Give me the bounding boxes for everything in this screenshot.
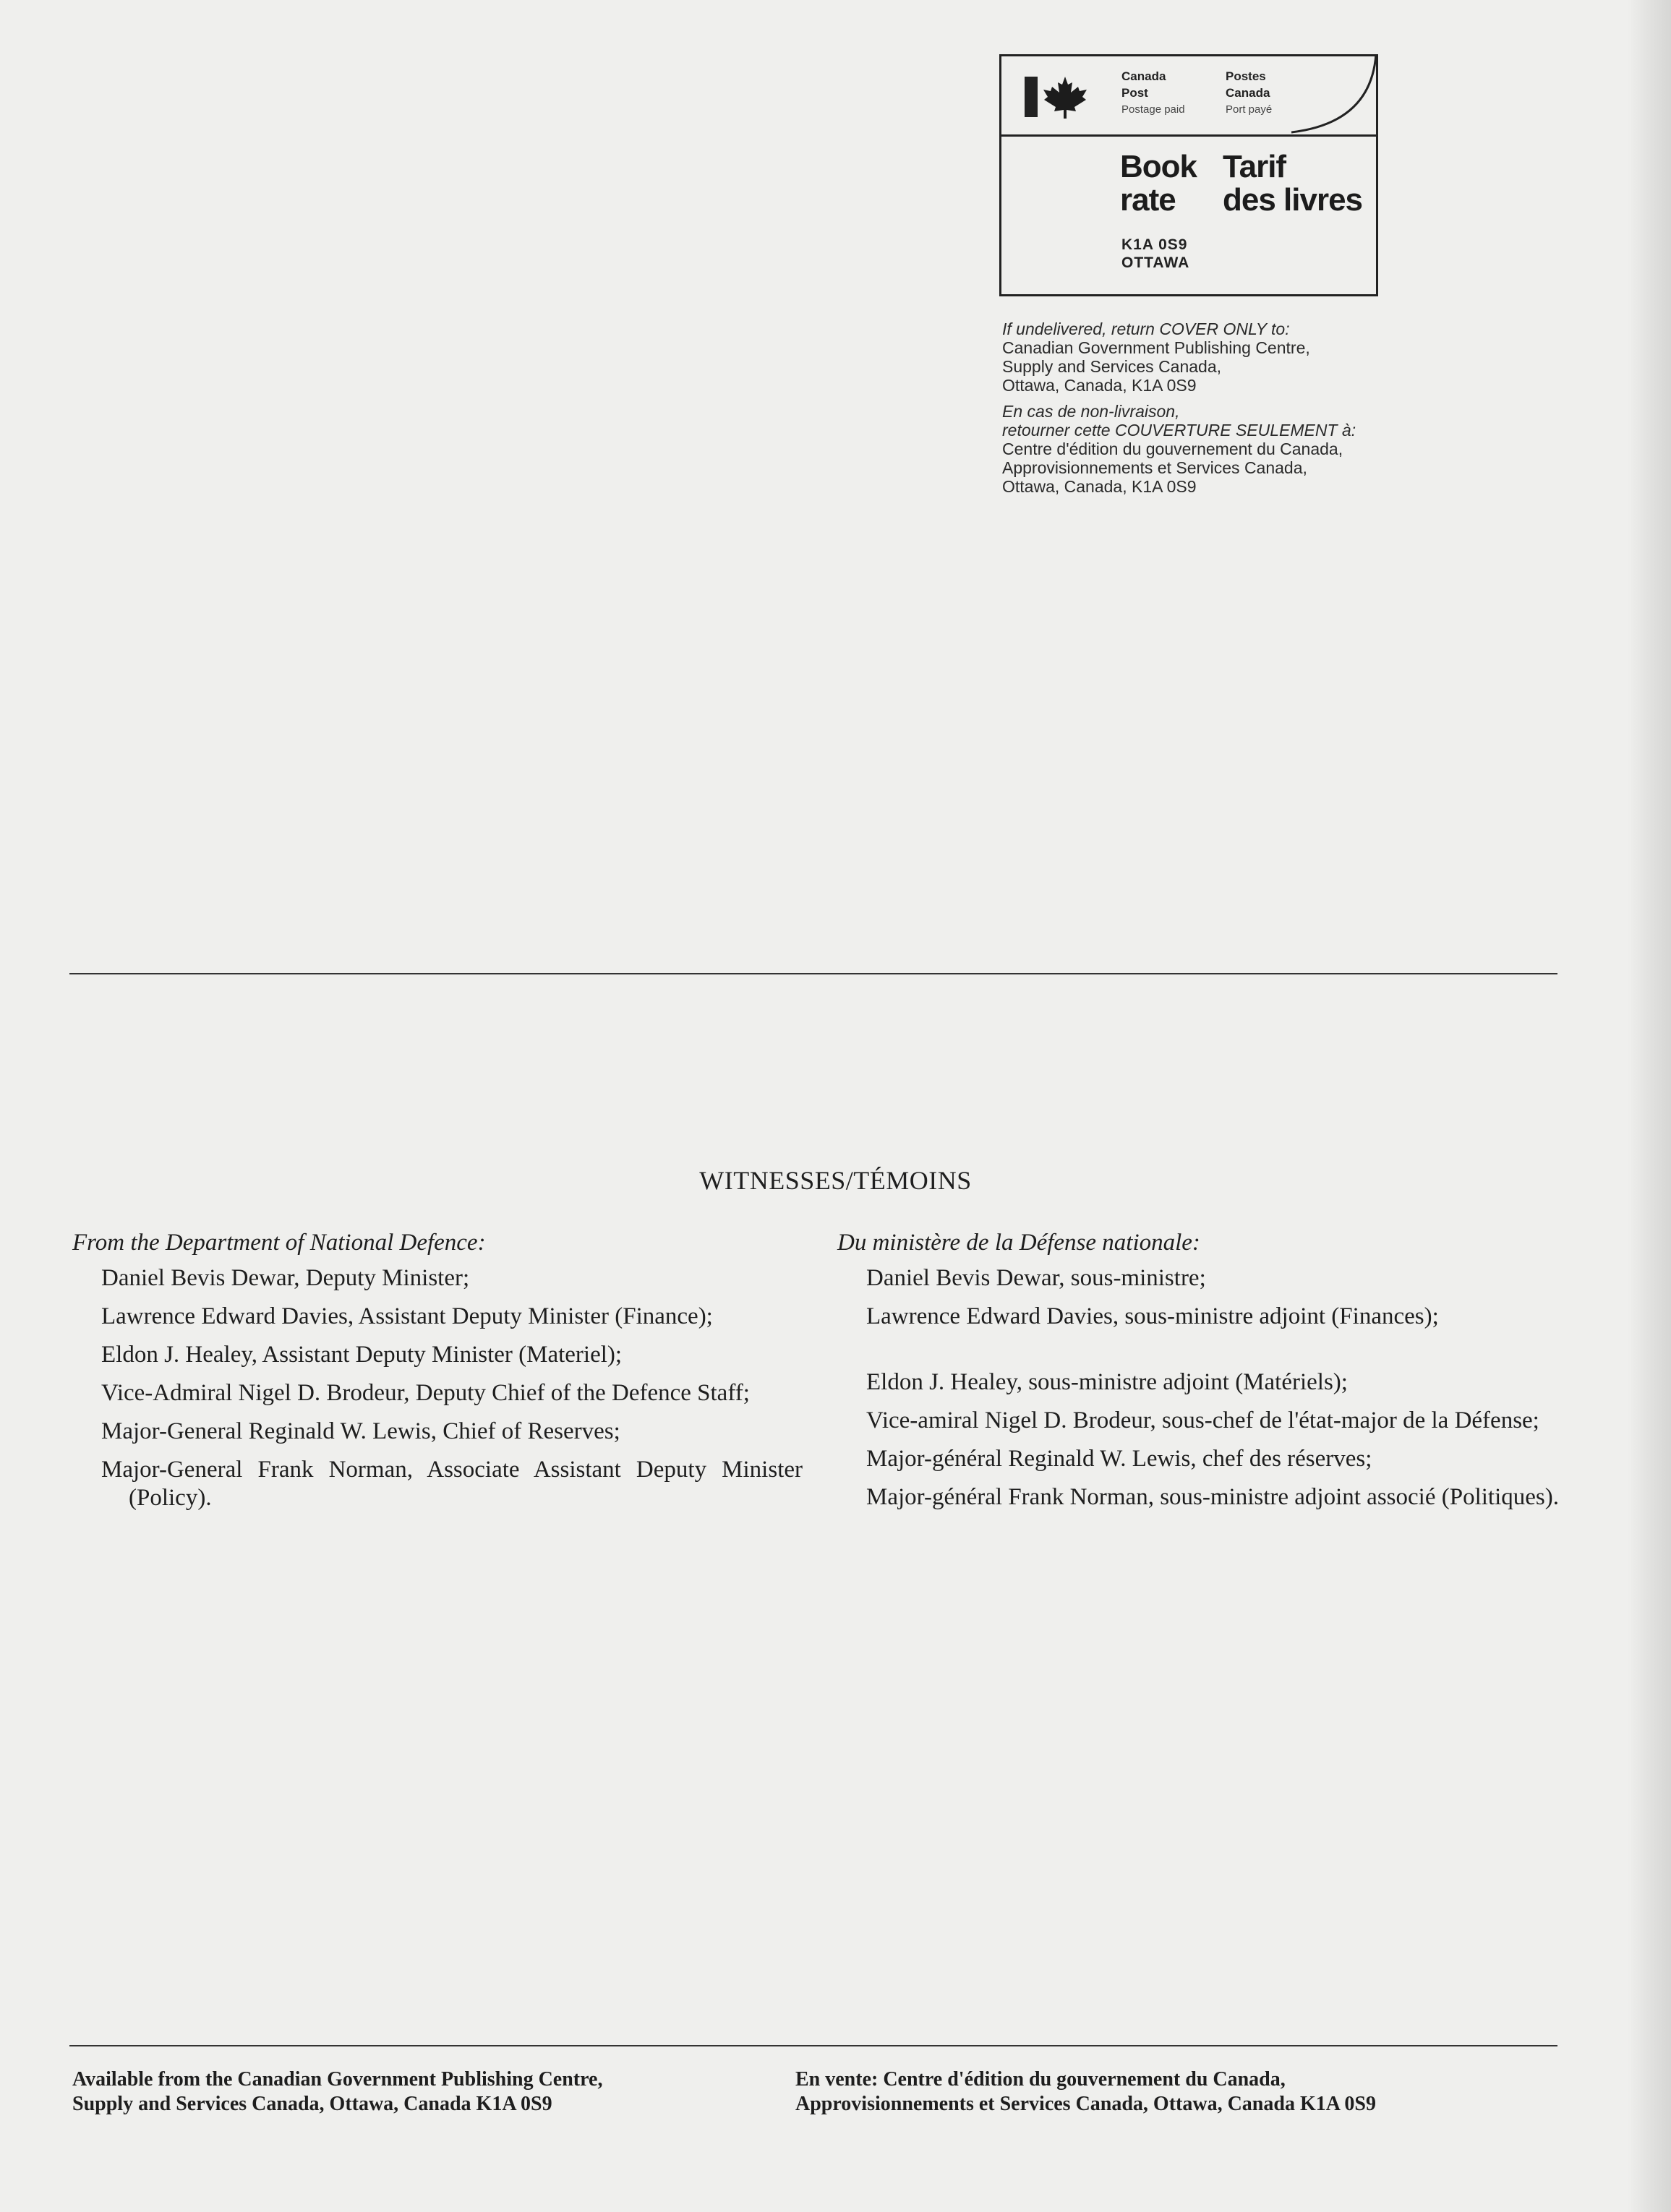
witness-entry: Major-General Reginald W. Lewis, Chief of Reserves; [101,1418,620,1444]
tarif-livres-label [1223,150,1362,217]
return-fr-line: Centre d'édition du gouvernement du Canada, [1002,440,1343,458]
witness-entry: Daniel Bevis Dewar, Deputy Minister; [101,1265,470,1291]
book-rate-label [1120,150,1197,217]
port-paye-label: Port payé [1226,103,1273,116]
return-en-line: Supply and Services Canada, [1002,357,1222,376]
city-value: OTTAWA [1121,254,1190,271]
postage-indicia [999,54,1378,296]
witness-entry: Vice-Admiral Nigel D. Brodeur, Deputy Chief of the Defence Staff; [101,1380,750,1406]
section-divider [69,973,1557,974]
indicia-postal-code [1121,236,1189,272]
witnesses-english-column [72,1229,803,1522]
book-rate-line1: Book [1120,149,1197,184]
footer-fr-line1: En vente: Centre d'édition du gouvernement du Canada, [795,2068,1286,2091]
postes-canada-line1: Postes [1226,69,1266,83]
canada-post-label [1121,68,1185,118]
footer-divider [69,2045,1557,2046]
footer-en-line1: Available from the Canadian Government Publishing Centre, [72,2068,603,2091]
maple-leaf-icon [1042,75,1088,120]
footer-availability-english [72,2067,766,2117]
temoin-entry: Major-général Frank Norman, sous-ministre adjoint associé (Politiques). [866,1484,1559,1510]
canada-post-line1: Canada [1121,69,1166,83]
temoin-entry: Major-général Reginald W. Lewis, chef des réserves; [866,1446,1372,1472]
witness-entry: Major-General Frank Norman, Associate Assistant Deputy Minister (Policy). [101,1457,803,1511]
postes-canada-line2: Canada [1226,86,1270,100]
return-fr-line: Approvisionnements et Services Canada, [1002,458,1307,477]
tarif-livres-line1: Tarif [1223,149,1286,184]
postage-paid-label: Postage paid [1121,103,1185,116]
footer-availability-french [795,2067,1591,2117]
witnesses-french-column [837,1229,1560,1522]
postal-code-value: K1A 0S9 [1121,236,1188,253]
tarif-livres-line2: des livres [1223,182,1363,218]
return-address [1002,320,1508,496]
page-edge-shadow [1628,0,1671,2212]
return-en-line: If undelivered, return COVER ONLY to: [1002,320,1290,338]
temoin-entry: Eldon J. Healey, sous-ministre adjoint (Matériels); [866,1369,1348,1395]
return-fr-line: retourner cette COUVERTURE SEULEMENT à: [1002,421,1356,440]
temoin-entry: Lawrence Edward Davies, sous-ministre adjoint (Finances); [866,1303,1439,1329]
witness-entry: Lawrence Edward Davies, Assistant Deputy Minister (Finance); [101,1303,713,1329]
witnesses-heading: WITNESSES/TÉMOINS [699,1166,972,1195]
ministere-label: Du ministère de la Défense nationale: [837,1230,1200,1256]
indicia-header [1001,56,1376,137]
temoin-entry: Daniel Bevis Dewar, sous-ministre; [866,1265,1206,1291]
department-label: From the Department of National Defence: [72,1230,486,1256]
flag-bar-icon [1025,77,1038,117]
return-en-line: Canadian Government Publishing Centre, [1002,338,1310,357]
canada-post-line2: Post [1121,86,1148,100]
return-fr-line: En cas de non-livraison, [1002,402,1180,421]
book-rate-line2: rate [1120,182,1176,218]
return-fr-line: Ottawa, Canada, K1A 0S9 [1002,477,1197,496]
temoin-entry: Vice-amiral Nigel D. Brodeur, sous-chef de l'état-major de la Défense; [866,1407,1539,1433]
postes-canada-label [1226,68,1272,118]
footer-en-line2: Supply and Services Canada, Ottawa, Canada K1A 0S9 [72,2093,552,2115]
footer-fr-line2: Approvisionnements et Services Canada, Ottawa, Canada K1A 0S9 [795,2093,1376,2115]
return-en-line: Ottawa, Canada, K1A 0S9 [1002,376,1197,395]
witness-entry: Eldon J. Healey, Assistant Deputy Minister (Materiel); [101,1342,623,1368]
indicia-corner-curve [1291,54,1378,134]
